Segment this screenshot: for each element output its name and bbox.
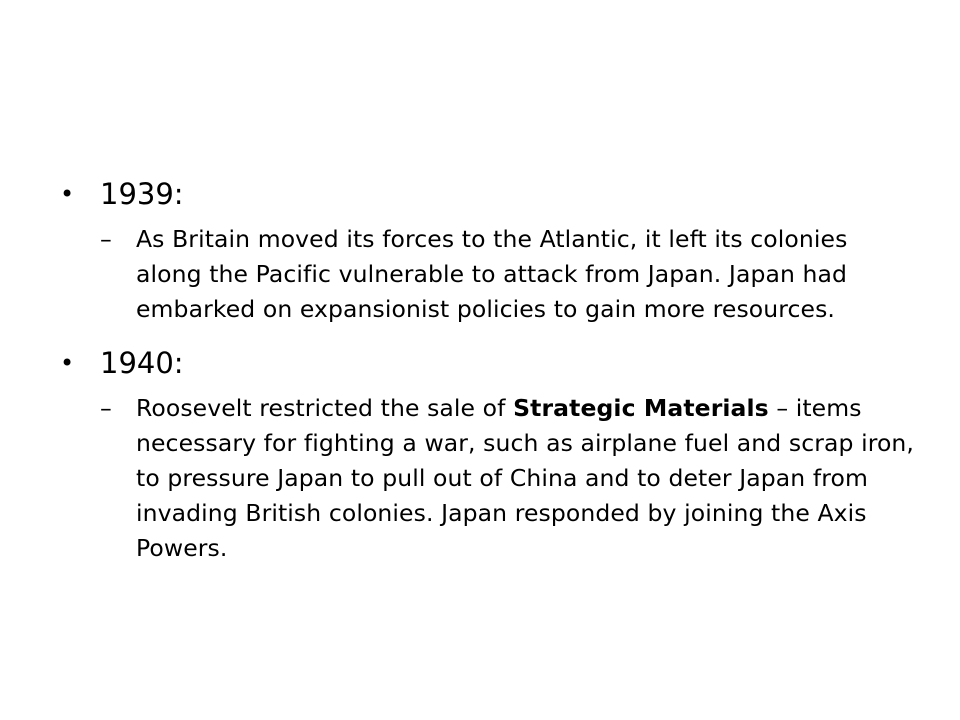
bullet-item-1939 bbox=[60, 172, 920, 216]
sub-bullet-text-before: Roosevelt restricted the sale of bbox=[136, 394, 514, 422]
sub-bullet-text-after: – items necessary for fighting a war, such as airplane fuel and scrap iron, to pressure Japan to pull out of China and to deter Japan from invading British colonies. Japan responded by joining the Axis Powers. bbox=[136, 394, 914, 562]
sub-bullet-text: As Britain moved its forces to the Atlantic, it left its colonies along the Pacific vulnerable to attack from Japan. Japan had embarked on expansionist policies to gain more resources. bbox=[136, 225, 848, 323]
bullet-icon: • bbox=[60, 180, 75, 208]
slide-content bbox=[60, 172, 920, 566]
dash-icon: – bbox=[100, 394, 112, 422]
bullet-icon: • bbox=[60, 349, 75, 377]
dash-icon: – bbox=[100, 225, 112, 253]
sub-bullet-1940 bbox=[60, 391, 920, 566]
strategic-materials-term: Strategic Materials bbox=[513, 394, 769, 422]
bullet-item-1940 bbox=[60, 341, 920, 385]
bullet-heading: 1940: bbox=[100, 346, 184, 380]
sub-bullet-1939 bbox=[60, 222, 920, 327]
bullet-heading: 1939: bbox=[100, 177, 184, 211]
